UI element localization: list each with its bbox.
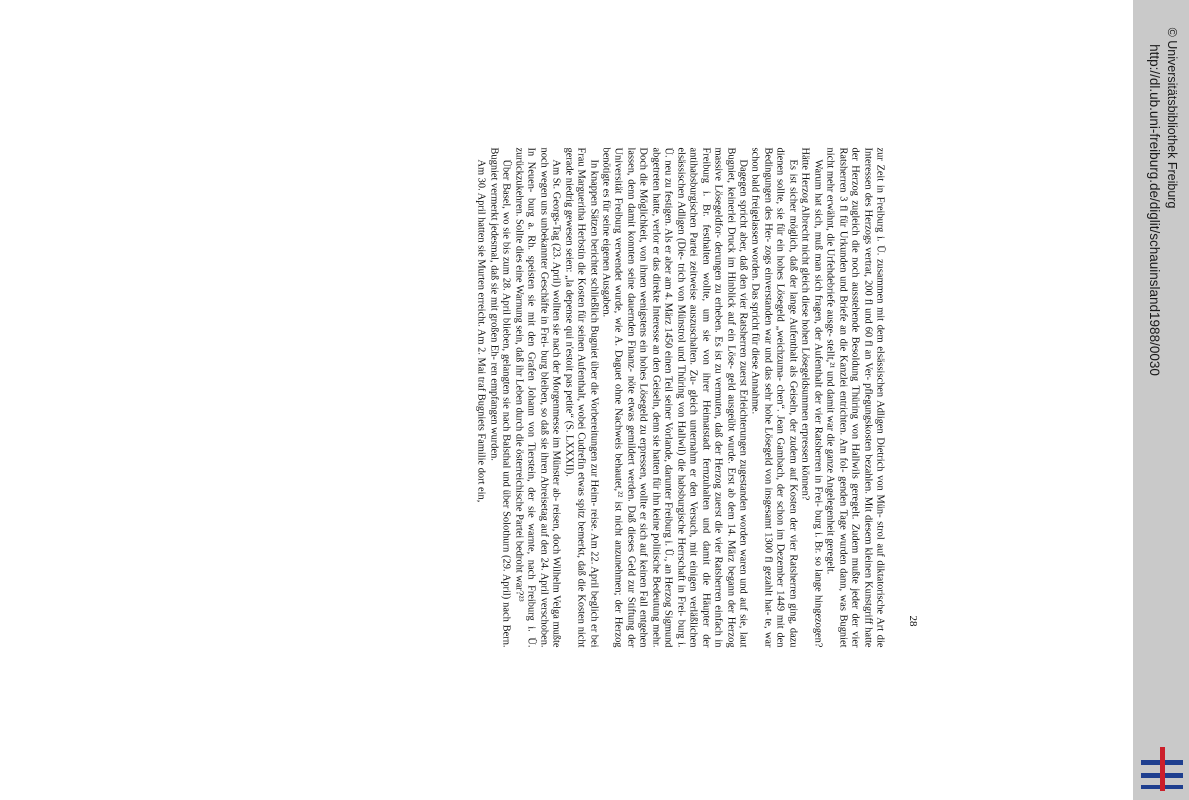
text-line: Dagegen spricht aber, daß den vier Ratsherren zuerst Erleichterungen zugestanden: [737, 159, 749, 511]
paragraph: [487, 148, 512, 648]
text-line: Warum hat sich, muß man sich fragen, der Aufenthalt der vier Ratsherren in Frei-: [812, 159, 824, 507]
text-line: burg i. Br. so lange hingezogen? Hätte Herzog Albrecht nicht gleich diese hohen: [799, 147, 824, 648]
text-line: Freiburg i. Ü. zurückzukehren. Sollte dies eine Warnung sein, daß ihr Leben durch: [513, 147, 537, 648]
text-line: Lösegeldsummen erpressen können?: [799, 347, 811, 501]
text-line: gleich unternahm er den Versuch, mit einigen verläßlichen elsässischen Adligen (Die-: [675, 147, 699, 648]
paragraph: [798, 148, 823, 648]
text-line: er sich auf keinen Fall entgehen lassen, denn damit konnten seine dauernden Finanz-: [625, 147, 649, 648]
paragraph: [749, 148, 799, 648]
paragraph: [512, 148, 562, 648]
text-line: Es ist sicher möglich, daß der lange Aufenthalt als Geiseln, der zudem auf Kosten: [787, 159, 799, 514]
text-line: strol auf diktatorische Art die Interessen des Herzogs vertrat, 200 fl und 60 fl an Ver-: [862, 147, 886, 648]
text-line: Am 30. April hatten sie Murten erreicht. Am 2. Mai traf Bugniets Familie dort ein,: [476, 159, 487, 503]
text-line: geld ausgeübt wurde. Erst ab dem 14. März begann der Herzog massive Lösegeldfor-: [712, 147, 737, 648]
text-line: chen“. Jean Gambach, der schon im Dezember 1449 mit den Bedingungen des Her-: [762, 147, 786, 648]
text-line: Über Basel, wo sie bis zum 28. April blieben, gelangten sie nach Balsthal und über: [500, 159, 512, 509]
text-line: der vier Ratsherren ging, dazu dienen sollte, sie für ein hohes Lösegeld „weichzuma-: [774, 147, 799, 648]
text-line: einfach in Freiburg i. Br. festhalten wollte, um sie von ihrer Heimatstadt fernzuhalten: [700, 147, 724, 648]
text-line: und damit die Häupter der antihabsburgischen Partei zeitweise auszuschalten. Zu-: [687, 147, 712, 648]
text-line: derungen zu erheben. Es ist zu vermuten, daß der Herzog zuerst die vier Ratsherren: [712, 241, 724, 602]
paragraph: [823, 148, 885, 648]
text-line: zogs einverstanden war und das sehr hohe Lösegeld von insgesamt 1300 fl gezahlt hat-: [762, 245, 774, 616]
text-line: der Herzog benötigte es für seine eigenen Ausgaben.: [600, 147, 624, 648]
text-line: verwendet wurde, wie A. Daguet ohne Nachweis behautet,²² ist nicht anzunehmen;: [612, 237, 624, 596]
text-line: zur Zeit in Freiburg i. Ü. zusammen mit dem elsässischen Adligen Dietrich von Mün-: [874, 147, 886, 518]
copyright-notice: © Universitätsbibliothek Freiburg: [1165, 27, 1179, 209]
text-line: reise. Am 22. April beglich er bei Frau Margueritha Herbstin die Kosten für seinen: [575, 147, 600, 648]
paragraph: [562, 148, 599, 648]
text-line: reisen, doch Wilhelm Velga mußte noch wegen uns unbekannter Geschäfte in Frei-: [538, 147, 562, 648]
text-line: trich von Münstrol und Thüring von Hallwil) die habsburgische Herrschaft in Frei-: [675, 263, 687, 617]
text-line: stellt,²¹ und damit war die ganze Angelegenheit geregelt.: [824, 339, 836, 575]
text-line: te, war schon bald freigelassen worden. Das spricht für diese Annahme.: [749, 147, 774, 648]
text-line: Am St. Georgs-Tag (23. April) wollten sie nach der Morgenmesse im Münster ab-: [550, 159, 562, 502]
paragraph: [599, 148, 748, 648]
text-line: genden Tage wurden dann, was Bugniet nicht mehr erwähnt, die Urfehdebriefe ausge-: [824, 147, 849, 648]
page-text-block: [181, 148, 886, 648]
text-line: die österreichische Partei bedroht war?²³: [513, 433, 525, 602]
text-line: nöte etwas gemildert werden. Daß dieses Geld zur Stiftung der Universität Freiburg: [612, 147, 637, 648]
source-url[interactable]: http://dl.ub.uni-freiburg.de/diglit/schauinsland1988/0030: [1147, 44, 1162, 376]
text-line: ren empfangen wurden.: [488, 362, 500, 461]
text-line: die noch ausstehende Besoldung Thüring von Hallwils geregelt. Zudem mußte jeder: [849, 240, 861, 610]
paragraph: [475, 148, 487, 648]
text-line: darunter Freiburg i. Ü., an Herzog Sigmund abgetreten hatte, verlor er das direkte: [650, 147, 674, 648]
text-line: burg bleiben, so daß sie ihren Abreisetag auf den 24. April verschoben. In Neuen-: [525, 147, 550, 648]
text-line: gewesen seien: „la depense qui n'estoit pas petite“ (S. LXXXII).: [563, 209, 575, 477]
text-line: Interesse an den Geiseln, denn sie hatten für ihn keine politische Bedeutung mehr.: [650, 305, 662, 648]
ub-freiburg-logo-icon: [1141, 747, 1183, 791]
text-line: worden waren und auf sie, laut Bugniet, keinerlei Druck im Hinblick auf ein Löse-: [725, 147, 749, 648]
text-line: Aufenthalt, wobei Cudrefin etwas spitz bemerkt, daß die Kosten nicht gerade niedrig: [563, 147, 587, 648]
text-line: der vier Ratsherren 3 fl für Urkunden und Briefe an die Kanzlei entrichten. Am fol-: [837, 147, 861, 648]
text-line: burg a. Rh. speisten sie mit den Grafen Johann von Tierstein, der sie warnte, nach: [525, 197, 537, 580]
page-number: 28: [907, 615, 919, 627]
logo-red-bar-icon: [1160, 747, 1165, 791]
text-line: Solothurn (29. April) nach Bern. Bugniet vermerkt jedesmal, daß sie mit großen Eh-: [488, 147, 512, 648]
text-line: burg i. Ü. neu zu festigen. Als er aber am 4. März 1450 einen Teil seiner Vorlande,: [662, 147, 687, 648]
text-line: pflegungskosten bezahlen. Mit diesem kleinen Kunstgriff hatte der Herzog zugleich: [849, 147, 874, 648]
text-line: Doch die Möglichkeit, von ihnen wenigstens ein hohes Lösegeld zu erpressen, wollte: [637, 147, 649, 509]
text-line: In knappen Sätzen berichtet schließlich Bugniet über die Vorbereitungen zur Heim-: [588, 159, 600, 507]
